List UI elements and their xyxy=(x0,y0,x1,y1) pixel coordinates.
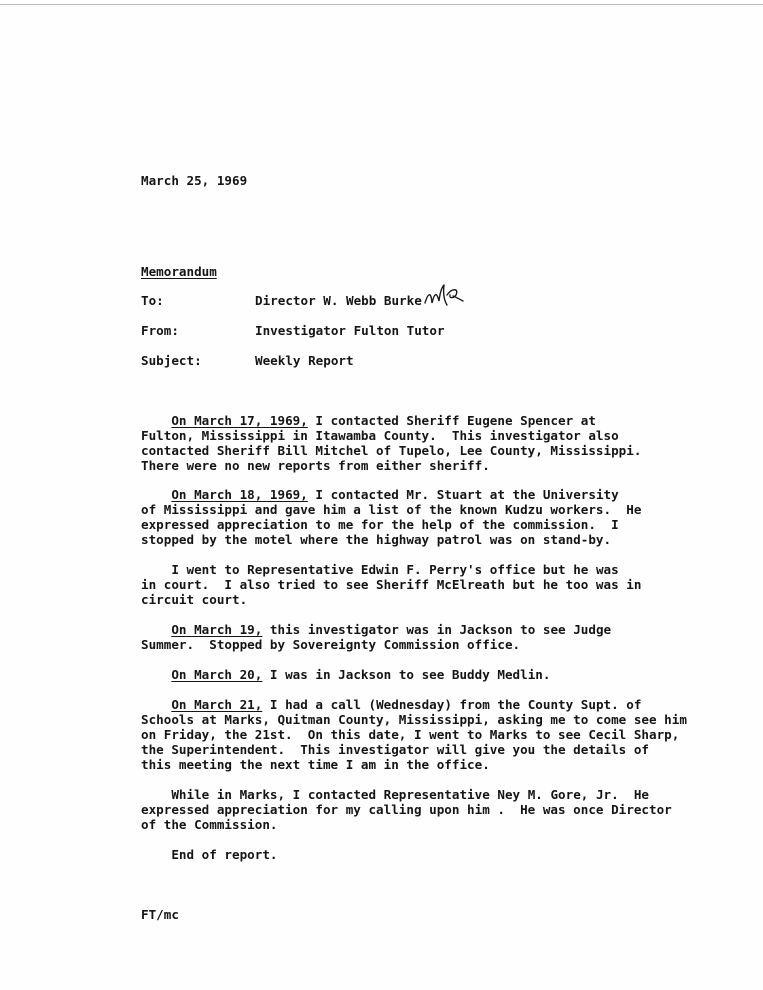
paragraph-line: I went to Representative Edwin F. Perry's office but he was xyxy=(171,562,619,577)
from-value: Investigator Fulton Tutor xyxy=(255,323,445,338)
handwritten-initials-signature xyxy=(423,281,469,313)
paragraph-line: I contacted Mr. Stuart at the University xyxy=(307,487,619,502)
paragraph-line: this investigator was in Jackson to see Judge xyxy=(262,622,612,637)
paragraph-end xyxy=(141,847,701,862)
to-value: Director W. Webb Burke xyxy=(255,293,422,308)
paragraph-marks-gore xyxy=(141,787,701,832)
paragraph-perry xyxy=(141,562,701,607)
paragraph-line: There were no new reports from either sheriff. xyxy=(141,458,490,473)
paragraph-line: expressed appreciation for my calling upon him . He was once Director xyxy=(141,802,672,817)
paragraph-march-18 xyxy=(141,487,701,547)
scan-edge-line xyxy=(0,4,763,5)
paragraph-line: the Superintendent. This investigator will give you the details of xyxy=(141,742,649,757)
date-lead: On March 18, 1969, xyxy=(171,487,308,502)
paragraph-line: expressed appreciation to me for the help of the commission. I xyxy=(141,517,619,532)
typist-initials: FT/mc xyxy=(141,907,179,922)
paragraph-march-20 xyxy=(141,667,701,682)
date-lead: On March 20, xyxy=(171,667,263,682)
paragraph-march-17 xyxy=(141,413,701,473)
paragraph-march-19 xyxy=(141,622,701,652)
paragraph-march-21 xyxy=(141,697,701,772)
from-label: From: xyxy=(141,323,179,338)
paragraph-line: End of report. xyxy=(171,847,278,862)
to-label: To: xyxy=(141,293,164,308)
date-lead: On March 21, xyxy=(171,697,263,712)
paragraph-line: Summer. Stopped by Sovereignty Commission office. xyxy=(141,637,521,652)
paragraph-line: stopped by the motel where the highway patrol was on stand-by. xyxy=(141,532,612,547)
subject-value: Weekly Report xyxy=(255,353,354,368)
paragraph-line: I had a call (Wednesday) from the County Supt. of xyxy=(262,697,642,712)
paragraph-line: contacted Sheriff Bill Mitchel of Tupelo, Lee County, Mississippi. xyxy=(141,443,642,458)
paragraph-line: of the Commission. xyxy=(141,817,278,832)
paragraph-line: this meeting the next time I am in the office. xyxy=(141,757,490,772)
paragraph-line: in court. I also tried to see Sheriff McElreath but he too was in xyxy=(141,577,642,592)
paragraph-line: of Mississippi and gave him a list of the known Kudzu workers. He xyxy=(141,502,642,517)
memorandum-heading: Memorandum xyxy=(141,264,217,279)
paragraph-line: While in Marks, I contacted Representative Ney M. Gore, Jr. He xyxy=(171,787,650,802)
memo-date: March 25, 1969 xyxy=(141,173,248,188)
subject-label: Subject: xyxy=(141,353,202,368)
date-lead: On March 17, 1969, xyxy=(171,413,308,428)
paragraph-line: circuit court. xyxy=(141,592,248,607)
paragraph-line: I contacted Sheriff Eugene Spencer at xyxy=(307,413,596,428)
paragraph-line: Schools at Marks, Quitman County, Mississippi, asking me to come see him xyxy=(141,712,687,727)
paragraph-line: I was in Jackson to see Buddy Medlin. xyxy=(262,667,551,682)
paragraph-line: Fulton, Mississippi in Itawamba County. This investigator also xyxy=(141,428,619,443)
date-lead: On March 19, xyxy=(171,622,263,637)
paragraph-line: on Friday, the 21st. On this date, I went to Marks to see Cecil Sharp, xyxy=(141,727,680,742)
